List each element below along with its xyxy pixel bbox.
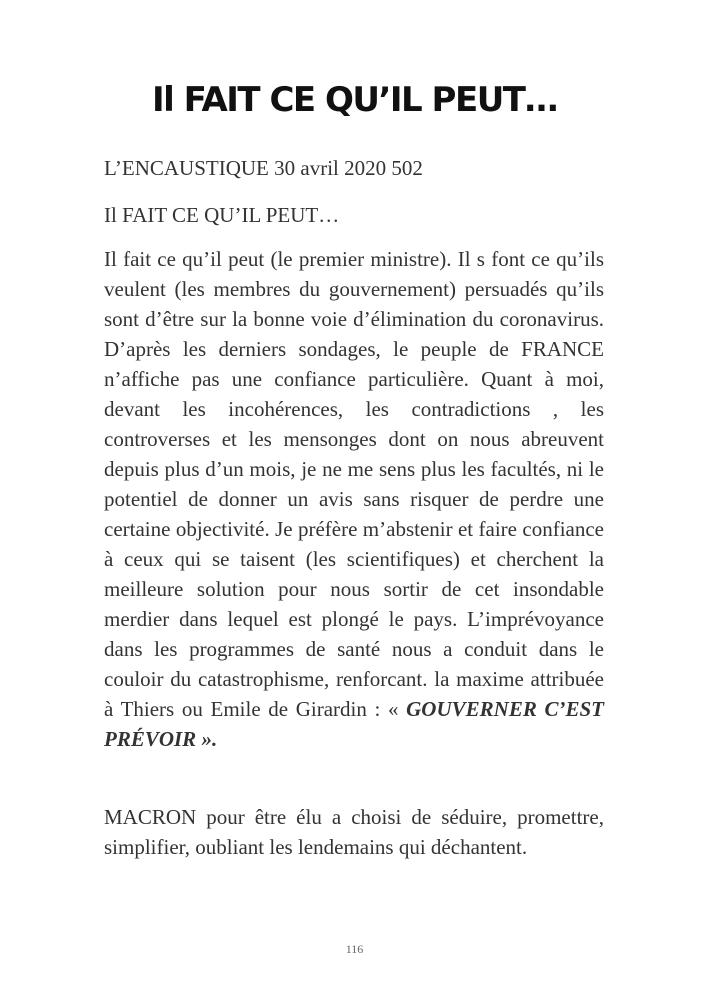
paragraph-1-quote: GOUVERNER C’EST PRÉVOIR ». (104, 697, 604, 751)
page-title: Il FAIT CE QU’IL PEUT… (152, 80, 557, 120)
article-header-line: L’ENCAUSTIQUE 30 avril 2020 502 (104, 156, 423, 180)
paragraph-1-text: Il fait ce qu’il peut (le premier ministre). Il s font ce qu’ils veulent (les membres du gouvernement) persuadés qu’ils sont d’être sur la bonne voie d’élimination du coronavirus. D’après les derniers sondages, le peuple de FRANCE n’affiche pas une confiance particulière. Quant à moi, devant les incohérences, les contradictions , les controverses et les mensonges dont on nous abreuvent depuis plus d’un mois, je ne me sens plus les facultés, ni le potentiel de donner un avis sans risquer de perdre une certaine objectivité. Je préfère m’abstenir et faire confiance à ceux qui se taisent (les scientifiques) et cherchent la meilleure solution pour nous sortir de cet insondable merdier dans lequel est plongé le pays. L’imprévoyance dans les programmes de santé nous a conduit dans le couloir du catastrophisme, renforcant. la maxime attribuée à Thiers ou Emile de Girardin : « (104, 247, 604, 721)
article-subtitle: Il FAIT CE QU’IL PEUT… (104, 203, 340, 227)
paragraph-1 (104, 244, 604, 754)
paragraph-2: MACRON pour être élu a choisi de séduire, promettre, simplifier, oubliant les lendemains qui déchantent. (104, 805, 604, 859)
page-number: 116 (345, 942, 364, 956)
